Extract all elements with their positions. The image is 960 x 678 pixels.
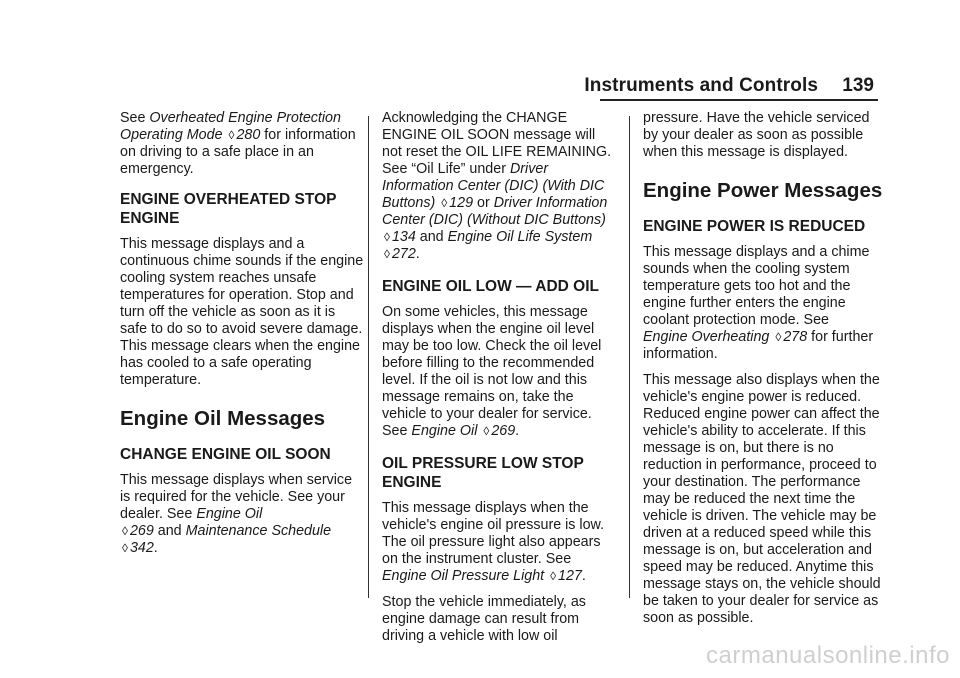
cross-reference-link[interactable]: Driver Information Center (DIC) (With DIC Buttons) <box>382 161 605 211</box>
column-divider <box>629 116 630 598</box>
page-header <box>0 75 960 105</box>
cross-reference-link[interactable]: Engine Overheating <box>643 329 770 345</box>
column-2 <box>382 110 618 654</box>
page-ref-icon: ◊ <box>228 128 235 142</box>
page-reference[interactable]: 134 <box>391 229 416 245</box>
page-ref-icon: ◊ <box>441 196 448 210</box>
cross-reference-link[interactable]: Engine Oil Pressure Light <box>382 568 545 584</box>
page-reference[interactable]: 269 <box>129 523 154 539</box>
header-rule <box>600 99 878 101</box>
page-ref-icon: ◊ <box>550 569 557 583</box>
heading-engine-power-messages: Engine Power Messages <box>643 179 883 202</box>
paragraph: pressure. Have the vehicle serviced by your dealer as soon as possible when this message is displayed. <box>643 110 870 160</box>
column-1 <box>120 110 365 566</box>
page-reference[interactable]: 278 <box>783 329 808 345</box>
page-ref-icon: ◊ <box>122 524 128 538</box>
cross-reference-link[interactable]: Engine Oil Life System <box>447 229 593 245</box>
watermark: carmanualsonline.info <box>706 642 950 669</box>
paragraph: Acknowledging the CHANGE ENGINE OIL SOON message will not reset the OIL LIFE REMAINING. See “Oil Life” under Driver Information Center (DIC) (With DIC Buttons) ◊ 129 or Driver Information Center (DIC) (Without DIC Buttons) ◊ 134 and Engine Oil Life System ◊ 272. <box>382 110 612 262</box>
page-reference[interactable]: 272 <box>391 246 416 262</box>
page-reference[interactable]: 127 <box>558 568 582 584</box>
column-3 <box>643 110 883 636</box>
heading-change-engine-oil: CHANGE ENGINE OIL SOON <box>120 446 331 463</box>
page-reference[interactable]: 129 <box>449 195 474 211</box>
cross-reference-link[interactable]: Maintenance Schedule <box>185 523 332 539</box>
heading-engine-power-reduced: ENGINE POWER IS REDUCED <box>643 218 866 235</box>
page-ref-icon: ◊ <box>775 330 782 344</box>
page-ref-icon: ◊ <box>384 247 390 261</box>
page-reference[interactable]: 280 <box>236 127 261 143</box>
page-number: 139 <box>842 75 874 96</box>
section-title: Instruments and Controls <box>584 75 818 96</box>
page-ref-icon: ◊ <box>384 230 390 244</box>
paragraph: On some vehicles, this message displays when the engine oil level may be too low. Check the oil level before filling to the recommended level. If the oil is not low and this message remains on, take the vehicle to your dealer for service. See Engine Oil ◊ 269. <box>382 304 602 439</box>
paragraph: Stop the vehicle immediately, as engine damage can result from driving a vehicle with low oil <box>382 594 586 644</box>
cross-reference-link[interactable]: Overheated Engine Protection Operating Mode <box>120 110 341 143</box>
paragraph: See Overheated Engine Protection Operating Mode ◊ 280 for information on driving to a safe place in an emergency. <box>120 110 356 177</box>
paragraph: This message displays when the vehicle's engine oil pressure is low. The oil pressure light also appears on the instrument cluster. See Engine Oil Pressure Light ◊ 127. <box>382 500 605 584</box>
paragraph: This message also displays when the vehicle's engine power is reduced. Reduced engine power can affect the vehicle's ability to accelerate. If this message is on, but there is no reduction in performance, proceed to your destination. The performance may be reduced the next time the vehicle is driven. The vehicle may be driven at a reduced speed while this message is on, but acceleration and speed may be reduced. Anytime this message stays on, the vehicle should be taken to your dealer for service as soon as possible. <box>643 372 881 626</box>
paragraph: This message displays when service is required for the vehicle. See your dealer. See Engine Oil ◊ 269 and Maintenance Schedule ◊ 342. <box>120 472 353 556</box>
heading-oil-pressure-low: OIL PRESSURE LOW STOP ENGINE <box>382 455 584 491</box>
cross-reference-link[interactable]: Engine Oil <box>196 506 263 522</box>
heading-engine-overheated: ENGINE OVERHEATED STOP ENGINE <box>120 191 337 227</box>
page-ref-icon: ◊ <box>122 541 128 555</box>
page-reference[interactable]: 269 <box>491 423 516 439</box>
column-divider <box>368 116 369 598</box>
page-reference[interactable]: 342 <box>129 540 154 556</box>
cross-reference-link[interactable]: Engine Oil <box>411 423 478 439</box>
paragraph: This message displays and a continuous chime sounds if the engine cooling system reaches unsafe temperatures for operation. Stop and turn off the vehicle as soon as it is safe to do so to avoid severe damage. This message clears when the engine has cooled to a safe operating temperature. <box>120 236 364 388</box>
heading-engine-oil-low: ENGINE OIL LOW — ADD OIL <box>382 278 599 295</box>
heading-engine-oil-messages: Engine Oil Messages <box>120 407 326 430</box>
page-ref-icon: ◊ <box>483 424 490 438</box>
cross-reference-link[interactable]: Driver Information Center (DIC) (Without DIC Buttons) <box>382 195 608 228</box>
paragraph: This message displays and a chime sounds when the cooling system temperature gets too hot and the engine further enters the engine coolant protection mode. See Engine Overheating ◊ 278 for further information. <box>643 244 874 362</box>
